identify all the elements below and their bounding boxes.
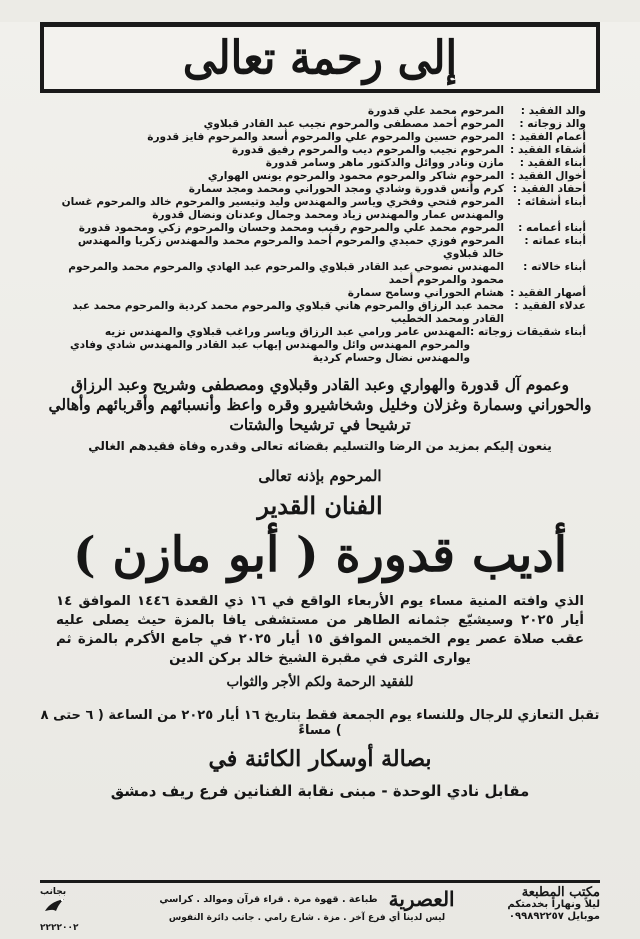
printer-mobile: موبايل ٠٩٩٨٩٢٢٥٧: [508, 911, 600, 922]
printer-office-label: مكتب المطبعة: [521, 885, 600, 900]
relative-label: أبناء خالاته :: [523, 261, 586, 273]
dove-icon: [42, 893, 68, 919]
obituary-page: [0, 22, 640, 939]
relative-row: [58, 170, 586, 183]
venue-address: مقابل نادي الوحدة - مبنى نقابة الفنانين فرع ريف دمشق: [110, 782, 530, 801]
relative-row: [58, 222, 586, 235]
relative-label: أبناء الفقيد :: [519, 157, 586, 169]
relative-row: [58, 261, 586, 287]
relative-row: [58, 157, 586, 170]
relative-names: المهندس نصوحي عبد القادر قبلاوي والمرحوم عبد الهادي والمرحوم محمد والمرحوم محمود والمرحوم أحمد: [68, 261, 504, 286]
relative-names: المرحوم شاكر والمرحوم محمود والمرحوم يونس الهواري: [207, 170, 504, 182]
relative-row: [58, 235, 586, 261]
relative-names: المرحوم فوزي حميدي والمرحوم أحمد والمرحوم محمد والمهندس زكريا والمهندس خالد قبلاوي: [77, 235, 504, 260]
deceased-name: أديب قدورة ( أبو مازن ): [72, 527, 568, 583]
relative-row: [58, 183, 586, 196]
printer-phone: ٢٢٢٢٠٠٢: [40, 923, 79, 933]
relative-label: أعمام الفقيد :: [511, 131, 586, 143]
relative-row: [58, 118, 586, 131]
relative-row: [58, 131, 586, 144]
relative-names: المهندس عامر ورامي عبد الرزاق وياسر وراغب قبلاوي والمهندس نزيه والمرحوم المهندس وائل والمهندس إيهاب عبد القادر والمهندس شادي وفادي والمهندس نضال وحسام كردية: [69, 326, 471, 364]
relative-names: المرحوم فتحي وفخري وياسر والمهندس وليد وتيسير والمرحوم خالد والمرحوم غسان والمهندس عمار والمهندس زياد ومحمد وجمال وعدنان ونضال قدورة: [61, 196, 504, 221]
relative-label: عدلاء الفقيد :: [514, 300, 586, 312]
printer-center: [110, 887, 504, 923]
printer-services: طباعة . قهوة مرة . قراء قرآن وموالد . كراسي: [159, 893, 378, 905]
printer-nearby-label: بجانب: [40, 887, 67, 897]
venue-line: بصالة أوسكار الكائنة في: [208, 746, 432, 773]
relative-label: أخوال الفقيد :: [510, 170, 586, 182]
relative-label: أبناء أعمامه :: [518, 222, 586, 234]
relative-names: المرحوم نجيب والمرحوم ديب والمرحوم رفيق قدورة: [231, 144, 504, 156]
printer-slogan: ليلاً ونهاراً بخدمتكم: [507, 899, 600, 910]
relative-names: كرم وأنس قدورة وشادي ومجد الحوراني ومحمد ومجد سمارة: [188, 183, 504, 195]
relative-row: [58, 287, 586, 300]
relative-names: هشام الحوراني وسامح سمارة: [347, 287, 504, 299]
families-paragraph: وعموم آل قدورة والهواري وعبد القادر وقبلاوي ومصطفى وشريح وعبد الرزاق والحوراني وسمارة وغزلان وخليل وشخاشيرو وقره واعظ وأنسبائهم وأقربائهم وأهالي ترشيحا في ترشيحا والشتات: [48, 375, 592, 434]
deceased-title: الفنان القدير: [257, 491, 383, 520]
relative-label: أشقاء الفقيد :: [510, 144, 586, 156]
printer-footer: [40, 880, 600, 931]
condolence-info: تقبل التعازي للرجال وللنساء يوم الجمعة فقط بتاريخ ١٦ أيار ٢٠٢٥ من الساعة ( ٦ حتى ٨ ) مساءً: [40, 708, 600, 739]
printer-office: [504, 887, 600, 923]
relative-label: أبناء عماته :: [524, 235, 586, 247]
relatives-list: [40, 105, 600, 365]
printer-contact: [40, 887, 110, 933]
relative-names: المرحوم أحمد مصطفى والمرحوم نجيب عبد القادر قبلاوي: [203, 118, 504, 130]
relative-row: [58, 326, 586, 365]
funeral-details: الذي وافته المنية مساء يوم الأربعاء الواقع في ١٦ ذي القعدة ١٤٤٦ الموافق ١٤ أيار ٢٠٢٥ وسيشيّع جثمانه الطاهر من مستشفى يافا بالمزة حيث يصلى عليه عقب صلاة عصر يوم الخميس الموافق ١٥ أيار ٢٠٢٥ في جامع الأكرم بالمزة ثم يوارى الثرى في مقبرة الشيخ خالد بركن الدين: [56, 594, 584, 667]
relative-row: [58, 105, 586, 118]
printer-address: ليس لدينا أي فرع آخر . مزة . شارع رامي . جانب دائرة النفوس: [168, 913, 446, 923]
relative-label: والد زوجاته :: [519, 118, 586, 130]
relative-names: المرحوم محمد علي والمرحوم رقيب ومحمد وحسان والمرحوم زكي ومحمود قدورة: [78, 222, 504, 234]
relative-names: المرحوم محمد علي قدورة: [367, 105, 504, 117]
header-banner: [40, 22, 600, 93]
relative-label: أبناء أشقائه :: [517, 196, 586, 208]
relative-label: والد الفقيد :: [520, 105, 586, 117]
relative-row: [58, 300, 586, 326]
relative-label: أحفاد الفقيد :: [512, 183, 586, 195]
relative-row: [58, 196, 586, 222]
relative-row: [58, 144, 586, 157]
closing-line: للفقيد الرحمة ولكم الأجر والثواب: [226, 674, 414, 691]
relative-names: مازن ونادر ووائل والدكتور ماهر وسامر قدورة: [265, 157, 504, 169]
deceased-prefix: المرحوم بإذنه تعالى: [258, 467, 382, 485]
relative-names: المرحوم حسين والمرحوم علي والمرحوم أسعد والمرحوم فايز قدورة: [147, 131, 504, 143]
printer-brand: العصرية: [388, 887, 455, 911]
relative-names: محمد عبد الرزاق والمرحوم هاني قبلاوي والمرحوم محمد كردية والمرحوم محمد عبد القادر ومحمد الخطيب: [72, 300, 504, 325]
relative-label: أصهار الفقيد :: [510, 287, 586, 299]
header-title: إلى رحمة تعالى: [182, 30, 458, 85]
relative-label: أبناء شقيقات زوجاته :: [470, 326, 586, 338]
intro-line: ينعون إليكم بمزيد من الرضا والتسليم بقضائه تعالى وقدره وفاة فقيدهم الغالي: [88, 439, 552, 453]
